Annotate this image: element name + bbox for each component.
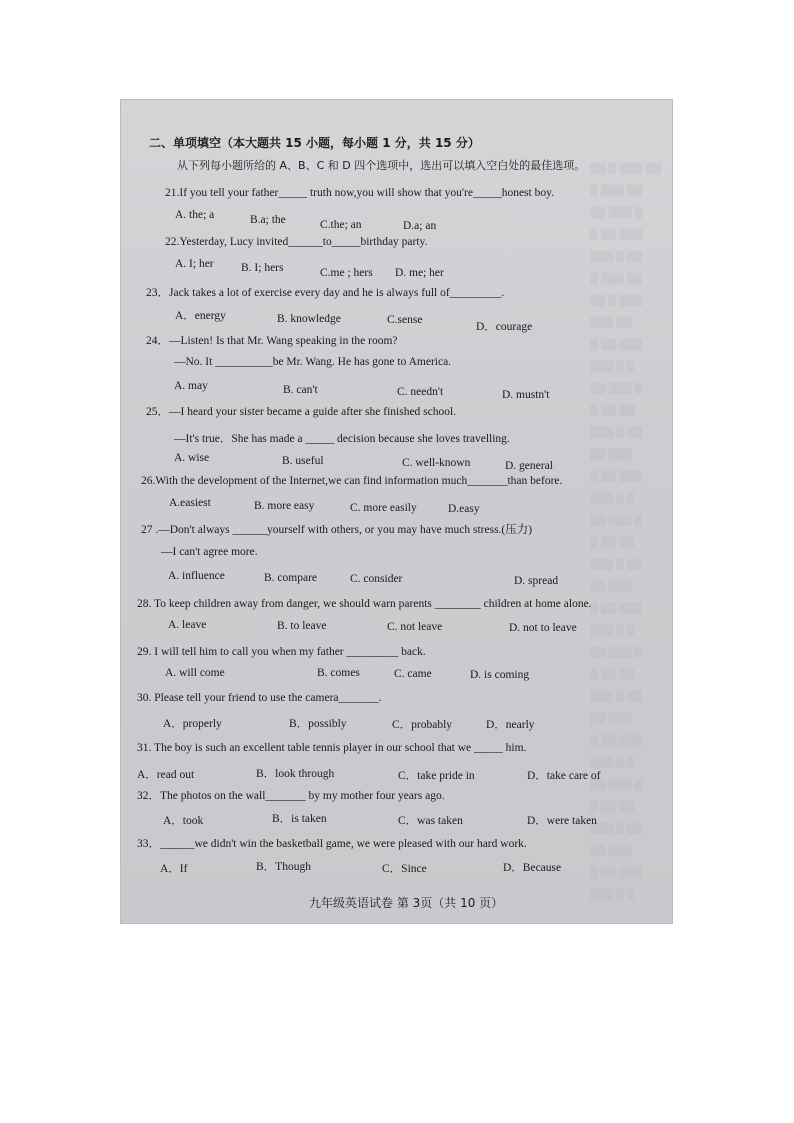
question-29-option-a[interactable]: A. will come [165,667,225,679]
question-25-option-b[interactable]: B. useful [282,455,324,467]
question-33-option-a[interactable]: A．If [160,863,188,875]
question-32-option-c[interactable]: C．was taken [398,815,463,827]
question-30-stem: 30. Please tell your friend to use the camera_______. [137,692,382,704]
question-28-option-a[interactable]: A. leave [168,619,207,631]
question-28-stem: 28. To keep children away from danger, we should warn parents ________ children at home alone. [137,598,592,610]
question-32-stem: 32．The photos on the wall_______ by my mother four years ago. [137,790,445,802]
question-21-stem: 21.If you tell your father_____ truth now,you will show that you're_____honest boy. [165,187,554,199]
question-23-stem: 23．Jack takes a lot of exercise every day and he is always full of_________. [146,287,505,299]
question-28-option-c[interactable]: C. not leave [387,621,443,633]
question-22-option-b[interactable]: B. I; hers [241,262,284,274]
question-27-option-c[interactable]: C. consider [350,573,403,585]
question-33-option-d[interactable]: D．Because [503,862,562,874]
question-32-option-d[interactable]: D．were taken [527,815,597,827]
question-24-option-b[interactable]: B. can't [283,384,318,396]
question-29-option-d[interactable]: D. is coming [470,669,530,681]
question-31-option-d[interactable]: D．take care of [527,770,601,782]
question-22-option-c[interactable]: C.me ; hers [320,267,373,279]
question-32-option-b[interactable]: B．is taken [272,813,327,825]
question-27-option-d[interactable]: D. spread [514,575,559,587]
question-21-option-b[interactable]: B.a; the [250,214,286,226]
question-24-stem: 24．—Listen! Is that Mr. Wang speaking in the room? [146,335,398,347]
question-22-stem: 22.Yesterday, Lucy invited______to_____birthday party. [165,236,428,248]
question-21-option-a[interactable]: A. the; a [175,209,215,221]
section-instruction: 从下列每小题所给的 A、B、C 和 D 四个选项中，选出可以填入空白处的最佳选项。 [177,159,586,172]
question-23-option-d[interactable]: D．courage [476,321,533,333]
question-33-stem: 33．______we didn't win the basketball game, we were pleased with our hard work. [137,838,527,850]
question-24-option-d[interactable]: D. mustn't [502,389,550,401]
question-24-reply: —No. It __________be Mr. Wang. He has gone to America. [174,356,452,368]
question-25-option-c[interactable]: C. well-known [402,457,471,469]
question-26-stem: 26.With the development of the Internet,we can find information much_______than before. [141,475,563,487]
question-26-option-c[interactable]: C. more easily [350,502,417,514]
question-31-option-c[interactable]: C．take pride in [398,770,475,782]
question-22-option-d[interactable]: D. me; her [395,267,444,279]
question-31-stem: 31. The boy is such an excellent table tennis player in our school that we _____ him. [137,742,527,754]
page-footer: 九年级英语试卷 第 3页（共 10 页） [309,896,504,910]
question-27-stem: 27 .—Don't always ______yourself with others, or you may have much stress.(压力) [141,524,533,536]
section-heading: 二、单项填空（本大题共 15 小题，每小题 1 分，共 15 分） [149,136,480,150]
question-24-option-c[interactable]: C. needn't [397,386,444,398]
question-29-option-b[interactable]: B. comes [317,667,360,679]
question-26-option-d[interactable]: D.easy [448,503,480,515]
question-25-stem: 25．—I heard your sister became a guide after she finished school. [146,406,457,418]
question-32-option-a[interactable]: A．took [163,815,204,827]
question-25-option-d[interactable]: D. general [505,460,553,472]
question-25-option-a[interactable]: A. wise [174,452,210,464]
question-30-option-d[interactable]: D．nearly [486,719,535,731]
question-30-option-c[interactable]: C．probably [392,719,453,731]
show-through-text: ▒▒ ▒ ▒▒▒ ▒▒ ▒ ▒▒▒ ▒▒ ▒▒ ▒▒▒ ▒ ▒ ▒▒ ▒▒▒ ▒▒▒ ▒ ▒▒ ▒ ▒▒▒ ▒▒ ▒▒ ▒ ▒▒▒ ▒▒▒ ▒▒ ▒ ▒▒ ▒▒▒ ▒▒▒ ▒ ▒ ▒▒ ▒▒▒ ▒ ▒ ▒▒ ▒▒ ▒▒▒ ▒ ▒▒ ▒▒ ▒▒▒ ▒ ▒▒ ▒▒▒ ▒▒▒ ▒ ▒ ▒▒ ▒▒▒ ▒ ▒ ▒▒ ▒▒ ▒▒▒ ▒ ▒▒ ▒▒ ▒▒▒ ▒ ▒▒ ▒▒▒ ▒▒▒ ▒ ▒ ▒▒ ▒▒▒ ▒ ▒ ▒▒ ▒▒ ▒▒▒ ▒ ▒▒ ▒▒ ▒▒▒ ▒ ▒▒ ▒▒▒ ▒▒▒ ▒ ▒ ▒▒ ▒▒▒ ▒ ▒ ▒▒ ▒▒ ▒▒▒ ▒ ▒▒ ▒▒ ▒▒▒ ▒ ▒▒ ▒▒▒ ▒▒▒ ▒ ▒ [590,164,662,901]
question-33-option-b[interactable]: B．Though [256,861,311,873]
question-22-option-a[interactable]: A. I; her [175,258,214,270]
question-27-reply: —I can't agree more. [161,546,258,558]
question-23-option-c[interactable]: C.sense [387,314,423,326]
question-24-option-a[interactable]: A. may [174,380,208,392]
question-27-option-b[interactable]: B. compare [264,572,318,584]
question-31-option-a[interactable]: A．read out [137,769,195,781]
question-28-option-d[interactable]: D. not to leave [509,622,577,634]
question-26-option-a[interactable]: A.easiest [169,497,211,509]
question-28-option-b[interactable]: B. to leave [277,620,327,632]
question-23-option-b[interactable]: B. knowledge [277,313,341,325]
question-21-option-d[interactable]: D.a; an [403,220,437,232]
question-23-option-a[interactable]: A．energy [175,310,226,322]
question-27-option-a[interactable]: A. influence [168,570,225,582]
question-29-stem: 29. I will tell him to call you when my father _________ back. [137,646,426,658]
question-31-option-b[interactable]: B．look through [256,768,335,780]
question-21-option-c[interactable]: C.the; an [320,219,362,231]
question-25-reply: —It's true．She has made a _____ decision because she loves travelling. [174,433,510,445]
question-33-option-c[interactable]: C．Since [382,863,427,875]
question-30-option-a[interactable]: A．properly [163,718,222,730]
question-29-option-c[interactable]: C. came [394,668,432,680]
question-26-option-b[interactable]: B. more easy [254,500,315,512]
question-30-option-b[interactable]: B．possibly [289,718,347,730]
